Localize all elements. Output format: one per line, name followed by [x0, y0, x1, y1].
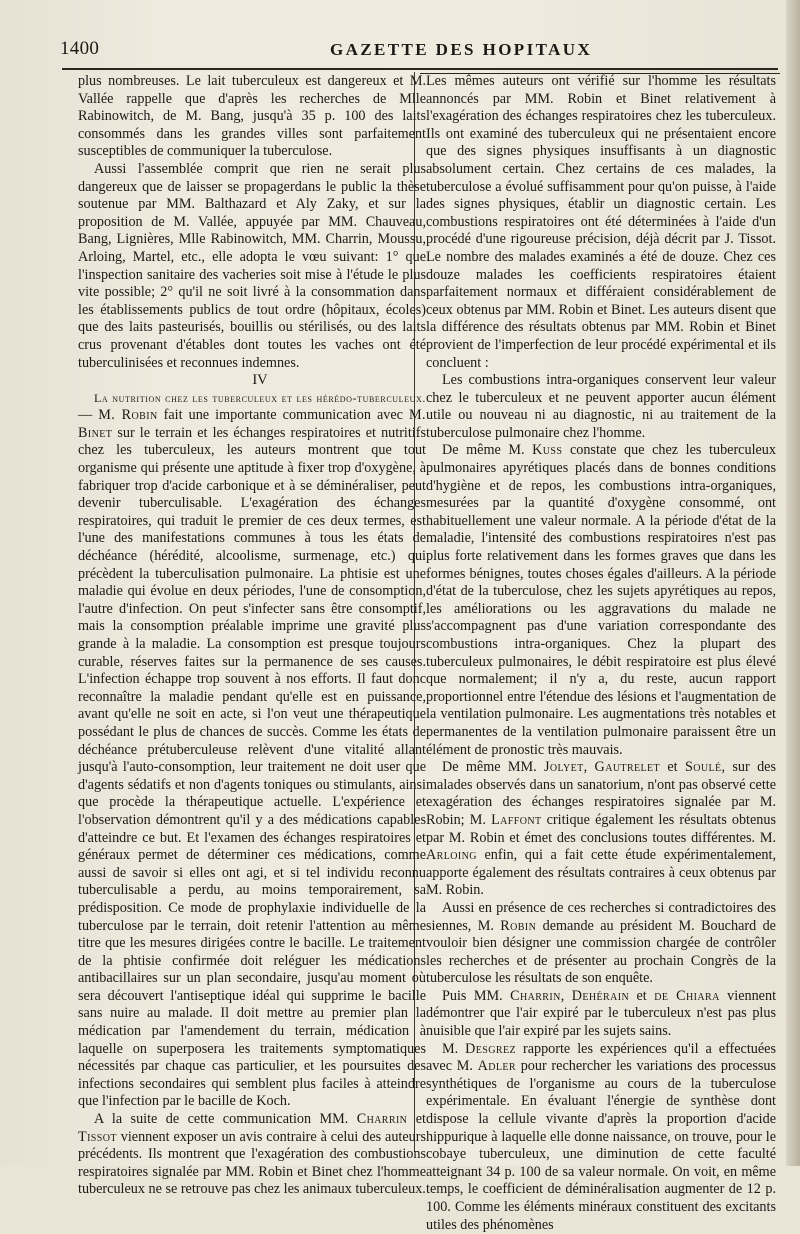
section-paragraph: La nutrition chez les tuberculeux et les hérédo-tuberculeux. — M. Robin fait une importante communication avec M. Binet sur le terrain et les échanges respiratoires et nutritifs chez les tuberculeux, les auteurs montrent que tout organisme qui présente une aptitude à fixer trop d'oxygène, à fabriquer trop d'acide carbonique et à se déminéraliser, peut devenir tuberculisable. L'exagération des échanges respiratoires, qui traduit le premier de ces deux termes, est l'une des manifestations communes à tous les états de déchéance (hérédité, alcoolisme, surmenage, etc.) qui précèdent la tuberculisation pulmonaire. La phtisie est une maladie qui évolue en deux périodes, l'une de consomption, l'autre d'infection. On peut s'infecter sans être consomptif, mais la consomption préalable imprime une gravité plus grande à la maladie. La consomption est presque toujours curable, réserves faites sur la permanence de ses causes. L'infection échappe trop souvent à nos efforts. Il faut donc reconnaître la maladie pendant qu'elle est en puissance, avant qu'elle ne soit en acte, si l'on veut une thérapeutique possédant le plus de chances de succès. Comme les états de déchéance prétuberculeuse relèvent d'une vitalité allant jusqu'à l'auto-consomption, leur traitement ne doit user que d'agents sédatifs et non d'agents toniques ou stimulants, ainsi que procède la thérapeutique actuelle. L'expérience et l'observation démontrent qu'il y a des médications capables d'atteindre ce but. Et l'examen des échanges respiratoires et généraux permet de déterminer ces médications, comme aussi de savoir si elles ont agi, et si tel individu reconnu tuberculisable a perdu, au moins temporairement, sa prédisposition. Ce mode de prophylaxie individuelle de la tuberculose par le terrain, doit retenir l'attention au même titre que les mesures dirigées contre le bacille. Le traitement de la phtisie confirmée doit reléguer les médications antibacillaires sur un plan secondaire, jusqu'au moment où sera découvert l'antiseptique idéal qui supprime le bacille sans nuire au malade. Il doit mettre au premier plan la médication par l'amendement du terrain, médication à laquelle on superposera les traitements symptomatiques nécessités par chaque cas particulier, et les poursuites des infections secondaires qui semblent plus faciles à atteindre que l'infection par le bacille de Koch. [78, 390, 426, 1110]
paragraph-text: constate que chez les tuberculeux pulmonaires apyrétiques placés dans de bonnes conditions d'hygiène et de repos, les combustions intra-organiques, mesurées par la quantité d'oxygène consommé, ont habituellement une valeur normale. A la période d'état de la maladie, l'intensité des combustions respiratoires n'est pas plus forte relativement dans les formes graves que dans les formes bénignes, toutes choses égales d'ailleurs. A la période d'état de la tuberculose, chez les sujets apyrétiques au repos, les améliorations ou les aggravations du malade ne s'accompagnent pas d'une variation correspondante des combustions intra-organiques. Chez la plupart des tuberculeux pulmonaires, le débit respiratoire est plus élevé que normalement; il n'y a, du reste, aucun rapport proportionnel entre l'étendue des lésions et l'augmentation de la ventilation pulmonaire. Les augmentations très notables et permanentes de la ventilation pulmonaire paraissent être un élément de pronostic très mauvais. [426, 442, 776, 758]
paragraph-text: , sur des malades observés dans un sanatorium, n'ont pas observé cette exagération des échanges respiratoires signalée par M. Robin; M. [426, 759, 776, 828]
paragraph-text: critique également les résultats obtenus par M. Robin et émet des conclusions toutes différentes. M. [426, 811, 776, 846]
page-number: 1400 [60, 38, 100, 59]
paragraph-text: , [560, 987, 572, 1004]
paragraph-text: fait une importante communication avec [157, 407, 410, 424]
paragraph [426, 442, 776, 759]
author-name: Kuss [532, 442, 563, 459]
author-name: Tissot [78, 1128, 117, 1145]
author-name: M. Binet [78, 407, 426, 441]
paragraph-text: Aussi en présence de ces recherches si contradictoires des siennes, M. [426, 899, 776, 934]
paragraph [78, 1111, 426, 1199]
paragraph-text: Puis MM. [442, 987, 511, 1004]
paragraph-text: viennent démontrer que l'air expiré par le tuberculeux n'est pas plus nuisible que l'air expiré par les sujets sains. [426, 987, 777, 1040]
author-name: Gautrelet [594, 759, 661, 776]
page-header [60, 38, 780, 64]
paragraph: Les mêmes auteurs ont vérifié sur l'homme les résultats annoncés par MM. Robin et Binet relativement à l'exagération des échanges respiratoires chez les tuberculeux. Ils ont examiné des tuberculeux qui ne présentaient encore que des signes physiques insuffisants à un diagnostic absolument certain. Chez certains de ces malades, la tuberculose a évolué suffisamment pour qu'on puisse, à l'aide des signes physiques, établir un diagnostic certain. Les combustions respiratoires ont été déterminées à l'aide d'un procédé d'une rigoureuse précision, déjà décrit par J. Tissot. Le nombre des malades examinés a été de douze. Chez ces douze malades les coefficients respiratoires étaient parfaitement normaux et différaient considérablement de ceux obtenus par MM. Robin et Binet. Les auteurs disent que la différence des résultats obtenus par MM. Robin et Binet provient de l'imperfection de leur procédé expérimental et ils concluent : [426, 73, 776, 371]
author-name: Jolyet [543, 759, 584, 776]
paragraph-text: De même MM. [442, 759, 544, 776]
paragraph [426, 988, 776, 1041]
paragraph [426, 759, 776, 900]
paragraph-text: demande au président M. Bouchard de vouloir bien désigner une commission chargée de contrôler les recherches et de présenter au prochain Congrès de la tuberculose les résultats de son enquête. [426, 917, 776, 987]
header-rule [62, 68, 778, 70]
journal-title: GAZETTE DES HOPITAUX [330, 40, 593, 59]
paragraph-text: et [407, 1111, 426, 1128]
paragraph-text: De même M. [442, 442, 533, 459]
author-name: Arloing [426, 847, 477, 864]
paragraph-text: , [583, 759, 595, 776]
author-name: Charrin [356, 1111, 408, 1128]
section-number: IV [252, 372, 268, 389]
author-name: Robin [500, 917, 537, 934]
paragraph-text: rapporte les expériences qu'il a effectuées avec M. [426, 1040, 777, 1075]
author-name: Desgrez [465, 1040, 516, 1057]
paragraph-text: A la suite de cette communication MM. [94, 1111, 357, 1128]
author-name: Adler [477, 1058, 516, 1075]
paragraph-text: et [629, 987, 655, 1004]
author-name: de Chiara [654, 987, 720, 1004]
author-name: M. Robin [98, 407, 158, 424]
paragraph [426, 900, 776, 988]
paragraph-text: sur le terrain et les échanges respiratoires et nutritifs chez les tuberculeux, les auteurs montrent que tout organisme qui présente une aptitude à fixer trop d'oxygène, à fabriquer trop d'acide carbonique et à se déminéraliser, peut devenir tuberculisable. L'exagération des échanges respiratoires, qui traduit le premier de ces deux termes, est l'une des manifestations communes à tous les états de déchéance (hérédité, alcoolisme, surmenage, etc.) qui précèdent la tuberculisation pulmonaire. La phtisie est une maladie qui évolue en deux périodes, l'une de consomption, l'autre d'infection. On peut s'infecter sans être consomptif, mais la consomption préalable imprime une gravité plus grande à la maladie. La consomption est presque toujours curable, réserves faites sur la permanence de ses causes. L'infection échappe trop souvent à nos efforts. Il faut donc reconnaître la maladie pendant qu'elle est en puissance, avant qu'elle ne soit en acte, si l'on veut une thérapeutique possédant le plus de chances de succès. Comme les états de déchéance prétuberculeuse relèvent d'une vitalité allant jusqu'à l'auto-consomption, leur traitement ne doit user que d'agents sédatifs et non d'agents toniques ou stimulants, ainsi que procède la thérapeutique actuelle. L'expérience et l'observation démontrent qu'il y a des médications capables d'atteindre ce but. Et l'examen des échanges respiratoires et généraux permet de déterminer ces médications, comme aussi de savoir si elles ont agi, et si tel individu reconnu tuberculisable a perdu, au moins temporairement, sa prédisposition. Ce mode de prophylaxie individuelle de la tuberculose par le terrain, doit retenir l'attention au même titre que les mesures dirigées contre le bacille. Le traitement de la phtisie confirmée doit reléguer les médications antibacillaires sur un plan secondaire, jusqu'au moment où sera découvert l'antiseptique idéal qui supprime le bacille sans nuire au malade. Il doit mettre au premier plan la médication par l'amendement du terrain, médication à laquelle on superposera les traitements symptomatiques nécessités par chaque cas particulier, et les poursuites des infections secondaires qui semblent plus faciles à atteindre que l'infection par le bacille de Koch. [78, 424, 426, 1110]
author-name: Laffont [491, 811, 542, 828]
paragraph-text: viennent exposer un avis contraire à celui des auteurs précédents. Ils montrent que l'exagération des combustions respiratoires signalée par MM. Robin et Binet chez l'homme tuberculeux ne se retrouve pas chez les animaux tuberculeux. [78, 1128, 426, 1198]
paragraph-text: pour rechercher les variations des processus synthétiques de l'organisme au cours de la tuberculose expérimentale. En évaluant l'énergie de synthèse dont dispose la cellule vivante d'après la proportion d'acide hippurique à laquelle elle donne naissance, on trouve, pour le cobaye tuberculeux, une diminution de cette faculté atteignant 34 p. 100 de sa valeur normale. On voit, en même temps, le coefficient de déminéralisation augmenter de 12 p. 100. Comme les éléments minéraux constituent des excitants utiles des phénomènes [426, 1058, 776, 1233]
paragraph-text: enfin, qui a fait cette étude expérimentalement, apporte également des résultats contraires à ceux obtenus par M. Robin. [426, 847, 776, 899]
paragraph [426, 1041, 776, 1234]
page-edge [786, 0, 800, 1166]
left-column [78, 73, 426, 1199]
author-name: Dehérain [571, 987, 630, 1004]
section-heading: La nutrition chez les tuberculeux et les hérédo-tuberculeux. [94, 390, 426, 405]
right-column [426, 73, 776, 1234]
paragraph: Aussi l'assemblée comprit que rien ne serait plus dangereux que de laisser se propagerdans le public la thèse soutenue par MM. Balthazard et Aly Zaky, et sur la proposition de M. Vallée, appuyée par MM. Chauveau, Bang, Lignières, Mlle Rabinowitch, MM. Charrin, Moussu, Arloing, Martel, etc., elle adopta le vœu suivant: 1° que l'inspection sanitaire des vacheries soit mise à l'étude le plus vite possible; 2° qu'il ne soit livré à la consommation dans les établissements publics de tout ordre (hôpitaux, écoles) que des laits pasteurisés, bouillis ou stérilisés, ou des laits crus provenant d'étables dont toutes les vaches ont été tuberculinisées et reconnues indemnes. [78, 160, 426, 371]
paragraph: plus nombreuses. Le lait tuberculeux est dangereux et M. Vallée rappelle que d'après les recherches de Mlle Rabinowitch, de M. Bang, jusqu'à 35 p. 100 des laits consommés dans les grandes villes sont parfaitement susceptibles de communiquer la tuberculose. [78, 73, 426, 160]
author-name: Soulé [684, 759, 722, 776]
paragraph-text: et [660, 759, 685, 776]
author-name: Charrin [510, 987, 561, 1004]
paragraph-text: M. [442, 1040, 466, 1057]
paragraph: Les combustions intra-organiques conservent leur valeur chez le tuberculeux et ne peuvent apporter aucun élément utile ou nouveau ni au diagnostic, ni au traitement de la tuberculose pulmonaire chez l'homme. [426, 372, 776, 441]
